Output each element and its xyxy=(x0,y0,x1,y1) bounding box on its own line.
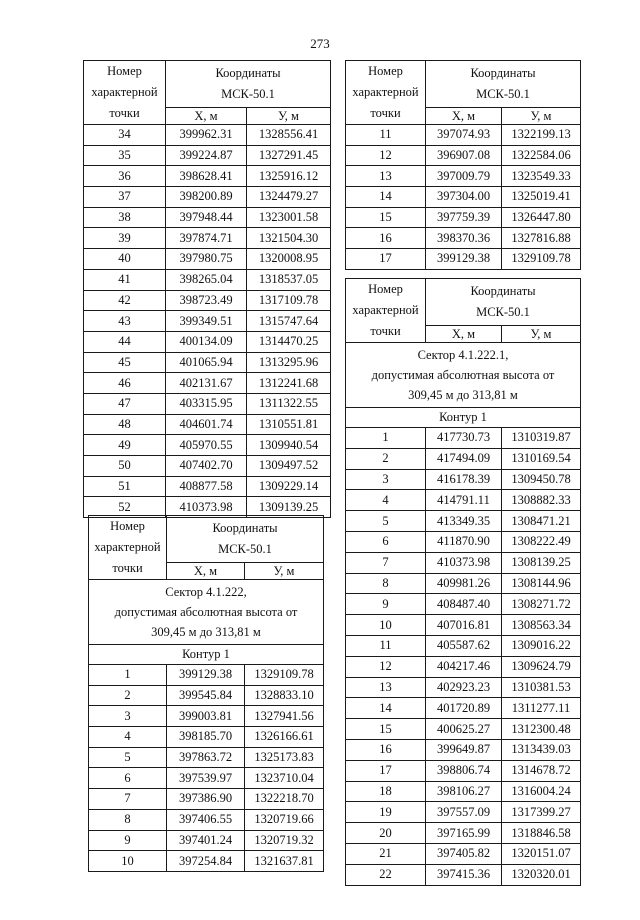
point-number-cell: 12 xyxy=(346,145,426,166)
point-number-cell: 51 xyxy=(84,476,166,497)
x-coordinate-cell: 398265.04 xyxy=(166,269,247,290)
y-coordinate-cell: 1308563.34 xyxy=(502,615,581,636)
point-number-cell: 16 xyxy=(346,739,426,760)
contour-row xyxy=(89,645,324,665)
y-coordinate-cell: 1329109.78 xyxy=(245,665,324,686)
point-number-cell: 40 xyxy=(84,249,166,270)
table-body xyxy=(346,61,581,270)
x-column-header: X, м xyxy=(167,563,245,580)
header-text: точки xyxy=(370,324,401,338)
point-number-cell: 50 xyxy=(84,456,166,477)
table-row xyxy=(346,125,581,146)
page-number: 273 xyxy=(310,36,330,51)
x-coordinate-cell: 397304.00 xyxy=(426,187,502,208)
x-coordinate-cell: 417730.73 xyxy=(426,428,502,449)
x-coordinate-cell: 396907.08 xyxy=(426,145,502,166)
table-row xyxy=(346,490,581,511)
x-column-header: X, м xyxy=(426,326,502,343)
point-number-cell: 10 xyxy=(346,615,426,636)
point-number-cell: 42 xyxy=(84,290,166,311)
x-coordinate-cell: 398200.89 xyxy=(166,187,247,208)
table-row xyxy=(84,373,331,394)
table-row xyxy=(346,802,581,823)
point-number-cell: 12 xyxy=(346,656,426,677)
point-number-cell: 17 xyxy=(346,760,426,781)
point-number-cell: 9 xyxy=(89,830,167,851)
table-row xyxy=(84,331,331,352)
table-row xyxy=(84,125,331,146)
y-coordinate-cell: 1308222.49 xyxy=(502,531,581,552)
x-column-header: X, м xyxy=(426,108,502,125)
header-text: МСК-50.1 xyxy=(221,87,275,101)
point-number-cell: 13 xyxy=(346,166,426,187)
y-coordinate-cell: 1325916.12 xyxy=(247,166,331,187)
table-row xyxy=(346,615,581,636)
point-number-cell: 8 xyxy=(346,573,426,594)
point-number-cell: 17 xyxy=(346,249,426,270)
header-text: характерной xyxy=(352,85,419,99)
table-row xyxy=(84,166,331,187)
y-coordinate-cell: 1308271.72 xyxy=(502,594,581,615)
table-body xyxy=(346,279,581,886)
point-number-cell: 8 xyxy=(89,809,167,830)
table-body xyxy=(89,516,324,872)
table-row xyxy=(89,768,324,789)
table-row xyxy=(346,594,581,615)
header-text: Координаты xyxy=(470,284,536,298)
point-number-cell: 44 xyxy=(84,331,166,352)
x-coordinate-cell: 397009.79 xyxy=(426,166,502,187)
table-row xyxy=(346,698,581,719)
header-text: точки xyxy=(109,106,140,120)
coordinates-table-sector-4-1-222 xyxy=(88,515,324,872)
x-coordinate-cell: 401065.94 xyxy=(166,352,247,373)
y-coordinate-cell: 1325019.41 xyxy=(502,187,581,208)
point-number-cell: 11 xyxy=(346,635,426,656)
x-coordinate-cell: 397386.90 xyxy=(167,789,245,810)
table-row xyxy=(346,228,581,249)
table-row xyxy=(84,228,331,249)
x-coordinate-cell: 399649.87 xyxy=(426,739,502,760)
sector-text: 309,45 м до 313,81 м xyxy=(408,388,518,402)
point-number-cell: 14 xyxy=(346,698,426,719)
x-coordinate-cell: 400625.27 xyxy=(426,719,502,740)
y-coordinate-cell: 1309940.54 xyxy=(247,435,331,456)
x-coordinate-cell: 397557.09 xyxy=(426,802,502,823)
y-column-header: У, м xyxy=(502,326,581,343)
x-coordinate-cell: 399129.38 xyxy=(426,249,502,270)
point-number-cell: 47 xyxy=(84,393,166,414)
x-coordinate-cell: 407016.81 xyxy=(426,615,502,636)
point-number-cell: 3 xyxy=(89,706,167,727)
point-number-cell: 22 xyxy=(346,864,426,885)
y-column-header: У, м xyxy=(245,563,324,580)
y-coordinate-cell: 1314470.25 xyxy=(247,331,331,352)
sector-caption xyxy=(346,343,581,408)
table-row xyxy=(84,145,331,166)
y-coordinate-cell: 1324479.27 xyxy=(247,187,331,208)
contour-row xyxy=(346,408,581,428)
table-row xyxy=(84,311,331,332)
table-row xyxy=(346,531,581,552)
y-coordinate-cell: 1327816.88 xyxy=(502,228,581,249)
sector-text: Сектор 4.1.222, xyxy=(165,585,247,599)
table-row xyxy=(89,665,324,686)
sector-text: 309,45 м до 313,81 м xyxy=(151,625,261,639)
x-coordinate-cell: 404601.74 xyxy=(166,414,247,435)
x-coordinate-cell: 417494.09 xyxy=(426,448,502,469)
y-coordinate-cell: 1329109.78 xyxy=(502,249,581,270)
x-coordinate-cell: 399545.84 xyxy=(167,685,245,706)
point-number-cell: 4 xyxy=(89,727,167,748)
point-number-cell: 6 xyxy=(346,531,426,552)
point-number-cell: 9 xyxy=(346,594,426,615)
point-number-cell: 49 xyxy=(84,435,166,456)
y-coordinate-cell: 1326447.80 xyxy=(502,207,581,228)
x-coordinate-cell: 405587.62 xyxy=(426,635,502,656)
header-text: Координаты xyxy=(470,66,536,80)
y-coordinate-cell: 1310319.87 xyxy=(502,428,581,449)
x-coordinate-cell: 407402.70 xyxy=(166,456,247,477)
x-coordinate-cell: 402131.67 xyxy=(166,373,247,394)
y-coordinate-cell: 1318537.05 xyxy=(247,269,331,290)
x-coordinate-cell: 397415.36 xyxy=(426,864,502,885)
table-row xyxy=(84,352,331,373)
x-coordinate-cell: 404217.46 xyxy=(426,656,502,677)
table-row xyxy=(84,269,331,290)
point-number-cell: 37 xyxy=(84,187,166,208)
table-row xyxy=(89,789,324,810)
y-coordinate-cell: 1308471.21 xyxy=(502,511,581,532)
table-row xyxy=(84,207,331,228)
table-row xyxy=(346,187,581,208)
x-coordinate-cell: 397165.99 xyxy=(426,823,502,844)
x-coordinate-cell: 398806.74 xyxy=(426,760,502,781)
y-coordinate-cell: 1320320.01 xyxy=(502,864,581,885)
y-coordinate-cell: 1328556.41 xyxy=(247,125,331,146)
sector-row xyxy=(346,343,581,408)
point-number-cell: 36 xyxy=(84,166,166,187)
table-row xyxy=(346,656,581,677)
x-coordinate-cell: 398628.41 xyxy=(166,166,247,187)
table-row xyxy=(346,448,581,469)
x-coordinate-cell: 399003.81 xyxy=(167,706,245,727)
sector-row xyxy=(89,580,324,645)
sector-caption xyxy=(89,580,324,645)
x-coordinate-cell: 397863.72 xyxy=(167,747,245,768)
y-coordinate-cell: 1317399.27 xyxy=(502,802,581,823)
x-coordinate-cell: 398106.27 xyxy=(426,781,502,802)
y-coordinate-cell: 1314678.72 xyxy=(502,760,581,781)
x-coordinate-cell: 411870.90 xyxy=(426,531,502,552)
y-coordinate-cell: 1322218.70 xyxy=(245,789,324,810)
point-number-header xyxy=(346,61,426,125)
y-coordinate-cell: 1309016.22 xyxy=(502,635,581,656)
table-row xyxy=(84,290,331,311)
header-text: Номер xyxy=(107,64,142,78)
x-coordinate-cell: 397405.82 xyxy=(426,843,502,864)
coordinates-table-right-top xyxy=(345,60,581,270)
table-row xyxy=(346,760,581,781)
y-coordinate-cell: 1313439.03 xyxy=(502,739,581,760)
table-row xyxy=(89,747,324,768)
y-coordinate-cell: 1310381.53 xyxy=(502,677,581,698)
table-row xyxy=(346,166,581,187)
point-number-header xyxy=(84,61,166,125)
y-coordinate-cell: 1320719.32 xyxy=(245,830,324,851)
x-coordinate-cell: 397254.84 xyxy=(167,851,245,872)
point-number-cell: 15 xyxy=(346,719,426,740)
table-row xyxy=(346,864,581,885)
y-coordinate-cell: 1326166.61 xyxy=(245,727,324,748)
x-coordinate-cell: 405970.55 xyxy=(166,435,247,456)
x-coordinate-cell: 397539.97 xyxy=(167,768,245,789)
header-text: МСК-50.1 xyxy=(476,305,530,319)
y-coordinate-cell: 1317109.78 xyxy=(247,290,331,311)
y-coordinate-cell: 1327291.45 xyxy=(247,145,331,166)
y-column-header: У, м xyxy=(247,108,331,125)
table-row xyxy=(89,830,324,851)
table-row xyxy=(89,685,324,706)
x-coordinate-cell: 399129.38 xyxy=(167,665,245,686)
header-row xyxy=(84,61,331,108)
x-coordinate-cell: 397759.39 xyxy=(426,207,502,228)
point-number-cell: 48 xyxy=(84,414,166,435)
point-number-cell: 3 xyxy=(346,469,426,490)
y-coordinate-cell: 1323549.33 xyxy=(502,166,581,187)
table-body xyxy=(84,61,331,518)
point-number-cell: 13 xyxy=(346,677,426,698)
x-coordinate-cell: 403315.95 xyxy=(166,393,247,414)
x-coordinate-cell: 413349.35 xyxy=(426,511,502,532)
point-number-cell: 39 xyxy=(84,228,166,249)
table-row xyxy=(346,428,581,449)
header-text: характерной xyxy=(94,540,161,554)
header-text: Номер xyxy=(110,519,145,533)
point-number-cell: 10 xyxy=(89,851,167,872)
coordinates-header xyxy=(167,516,324,563)
y-coordinate-cell: 1309497.52 xyxy=(247,456,331,477)
x-coordinate-cell: 401720.89 xyxy=(426,698,502,719)
x-coordinate-cell: 408877.58 xyxy=(166,476,247,497)
header-text: МСК-50.1 xyxy=(476,87,530,101)
coordinates-header xyxy=(426,279,581,326)
coordinates-header xyxy=(166,61,331,108)
coordinates-table-left-top xyxy=(83,60,331,518)
x-coordinate-cell: 397401.24 xyxy=(167,830,245,851)
point-number-cell: 16 xyxy=(346,228,426,249)
x-coordinate-cell: 414791.11 xyxy=(426,490,502,511)
table-row xyxy=(84,249,331,270)
point-number-cell: 7 xyxy=(89,789,167,810)
x-coordinate-cell: 398185.70 xyxy=(167,727,245,748)
table-row xyxy=(84,414,331,435)
header-row xyxy=(346,279,581,326)
header-text: Номер xyxy=(368,64,403,78)
header-text: характерной xyxy=(91,85,158,99)
y-coordinate-cell: 1308144.96 xyxy=(502,573,581,594)
y-coordinate-cell: 1323001.58 xyxy=(247,207,331,228)
header-text: Координаты xyxy=(212,521,278,535)
point-number-cell: 34 xyxy=(84,125,166,146)
x-coordinate-cell: 402923.23 xyxy=(426,677,502,698)
y-coordinate-cell: 1328833.10 xyxy=(245,685,324,706)
y-coordinate-cell: 1309624.79 xyxy=(502,656,581,677)
y-coordinate-cell: 1309229.14 xyxy=(247,476,331,497)
x-coordinate-cell: 397074.93 xyxy=(426,125,502,146)
table-row xyxy=(84,435,331,456)
y-coordinate-cell: 1310551.81 xyxy=(247,414,331,435)
table-row xyxy=(346,739,581,760)
y-coordinate-cell: 1309450.78 xyxy=(502,469,581,490)
y-coordinate-cell: 1320719.66 xyxy=(245,809,324,830)
x-coordinate-cell: 397948.44 xyxy=(166,207,247,228)
table-row xyxy=(346,145,581,166)
x-coordinate-cell: 399224.87 xyxy=(166,145,247,166)
table-row xyxy=(346,573,581,594)
x-coordinate-cell: 397980.75 xyxy=(166,249,247,270)
table-row xyxy=(346,635,581,656)
point-number-cell: 18 xyxy=(346,781,426,802)
point-number-cell: 45 xyxy=(84,352,166,373)
table-row xyxy=(84,393,331,414)
point-number-cell: 1 xyxy=(89,665,167,686)
point-number-cell: 5 xyxy=(89,747,167,768)
header-text: точки xyxy=(112,561,143,575)
point-number-cell: 5 xyxy=(346,511,426,532)
table-row xyxy=(346,511,581,532)
table-row xyxy=(89,706,324,727)
table-row xyxy=(346,781,581,802)
y-coordinate-cell: 1321637.81 xyxy=(245,851,324,872)
y-coordinate-cell: 1313295.96 xyxy=(247,352,331,373)
contour-caption: Контур 1 xyxy=(346,408,581,428)
point-number-cell: 38 xyxy=(84,207,166,228)
point-number-cell: 7 xyxy=(346,552,426,573)
x-coordinate-cell: 397406.55 xyxy=(167,809,245,830)
table-row xyxy=(346,843,581,864)
y-column-header: У, м xyxy=(502,108,581,125)
header-row xyxy=(89,516,324,563)
y-coordinate-cell: 1322199.13 xyxy=(502,125,581,146)
y-coordinate-cell: 1309139.25 xyxy=(247,497,331,518)
table-row xyxy=(89,727,324,748)
y-coordinate-cell: 1311322.55 xyxy=(247,393,331,414)
y-coordinate-cell: 1315747.64 xyxy=(247,311,331,332)
point-number-header xyxy=(89,516,167,580)
point-number-cell: 46 xyxy=(84,373,166,394)
coordinates-table-sector-4-1-222-1 xyxy=(345,278,581,886)
table-row xyxy=(346,207,581,228)
point-number-cell: 11 xyxy=(346,125,426,146)
y-coordinate-cell: 1308882.33 xyxy=(502,490,581,511)
point-number-cell: 19 xyxy=(346,802,426,823)
x-coordinate-cell: 397874.71 xyxy=(166,228,247,249)
x-coordinate-cell: 416178.39 xyxy=(426,469,502,490)
y-coordinate-cell: 1316004.24 xyxy=(502,781,581,802)
x-coordinate-cell: 399962.31 xyxy=(166,125,247,146)
sector-text: допустимая абсолютная высота от xyxy=(371,368,555,382)
y-coordinate-cell: 1318846.58 xyxy=(502,823,581,844)
x-coordinate-cell: 400134.09 xyxy=(166,331,247,352)
sector-text: допустимая абсолютная высота от xyxy=(114,605,298,619)
header-text: характерной xyxy=(352,303,419,317)
point-number-cell: 4 xyxy=(346,490,426,511)
table-row xyxy=(89,851,324,872)
y-coordinate-cell: 1320151.07 xyxy=(502,843,581,864)
point-number-cell: 15 xyxy=(346,207,426,228)
y-coordinate-cell: 1322584.06 xyxy=(502,145,581,166)
y-coordinate-cell: 1310169.54 xyxy=(502,448,581,469)
point-number-cell: 1 xyxy=(346,428,426,449)
x-coordinate-cell: 410373.98 xyxy=(166,497,247,518)
x-coordinate-cell: 410373.98 xyxy=(426,552,502,573)
x-coordinate-cell: 398370.36 xyxy=(426,228,502,249)
y-coordinate-cell: 1312300.48 xyxy=(502,719,581,740)
x-column-header: X, м xyxy=(166,108,247,125)
x-coordinate-cell: 408487.40 xyxy=(426,594,502,615)
sector-text: Сектор 4.1.222.1, xyxy=(417,348,509,362)
contour-caption: Контур 1 xyxy=(89,645,324,665)
point-number-header xyxy=(346,279,426,343)
y-coordinate-cell: 1320008.95 xyxy=(247,249,331,270)
point-number-cell: 52 xyxy=(84,497,166,518)
x-coordinate-cell: 409981.26 xyxy=(426,573,502,594)
table-row xyxy=(84,476,331,497)
table-row xyxy=(346,469,581,490)
coordinates-header xyxy=(426,61,581,108)
point-number-cell: 41 xyxy=(84,269,166,290)
header-row xyxy=(346,61,581,108)
point-number-cell: 20 xyxy=(346,823,426,844)
table-row xyxy=(346,249,581,270)
header-text: МСК-50.1 xyxy=(218,542,272,556)
x-coordinate-cell: 398723.49 xyxy=(166,290,247,311)
x-coordinate-cell: 399349.51 xyxy=(166,311,247,332)
point-number-cell: 2 xyxy=(346,448,426,469)
y-coordinate-cell: 1308139.25 xyxy=(502,552,581,573)
table-row xyxy=(346,677,581,698)
header-text: Номер xyxy=(368,282,403,296)
table-row xyxy=(84,187,331,208)
y-coordinate-cell: 1327941.56 xyxy=(245,706,324,727)
y-coordinate-cell: 1311277.11 xyxy=(502,698,581,719)
table-row xyxy=(84,456,331,477)
point-number-cell: 43 xyxy=(84,311,166,332)
table-row xyxy=(89,809,324,830)
table-row xyxy=(346,719,581,740)
table-row xyxy=(346,823,581,844)
y-coordinate-cell: 1312241.68 xyxy=(247,373,331,394)
table-row xyxy=(346,552,581,573)
point-number-cell: 14 xyxy=(346,187,426,208)
point-number-cell: 6 xyxy=(89,768,167,789)
y-coordinate-cell: 1323710.04 xyxy=(245,768,324,789)
y-coordinate-cell: 1325173.83 xyxy=(245,747,324,768)
point-number-cell: 21 xyxy=(346,843,426,864)
point-number-cell: 2 xyxy=(89,685,167,706)
y-coordinate-cell: 1321504.30 xyxy=(247,228,331,249)
header-text: точки xyxy=(370,106,401,120)
point-number-cell: 35 xyxy=(84,145,166,166)
header-text: Координаты xyxy=(215,66,281,80)
